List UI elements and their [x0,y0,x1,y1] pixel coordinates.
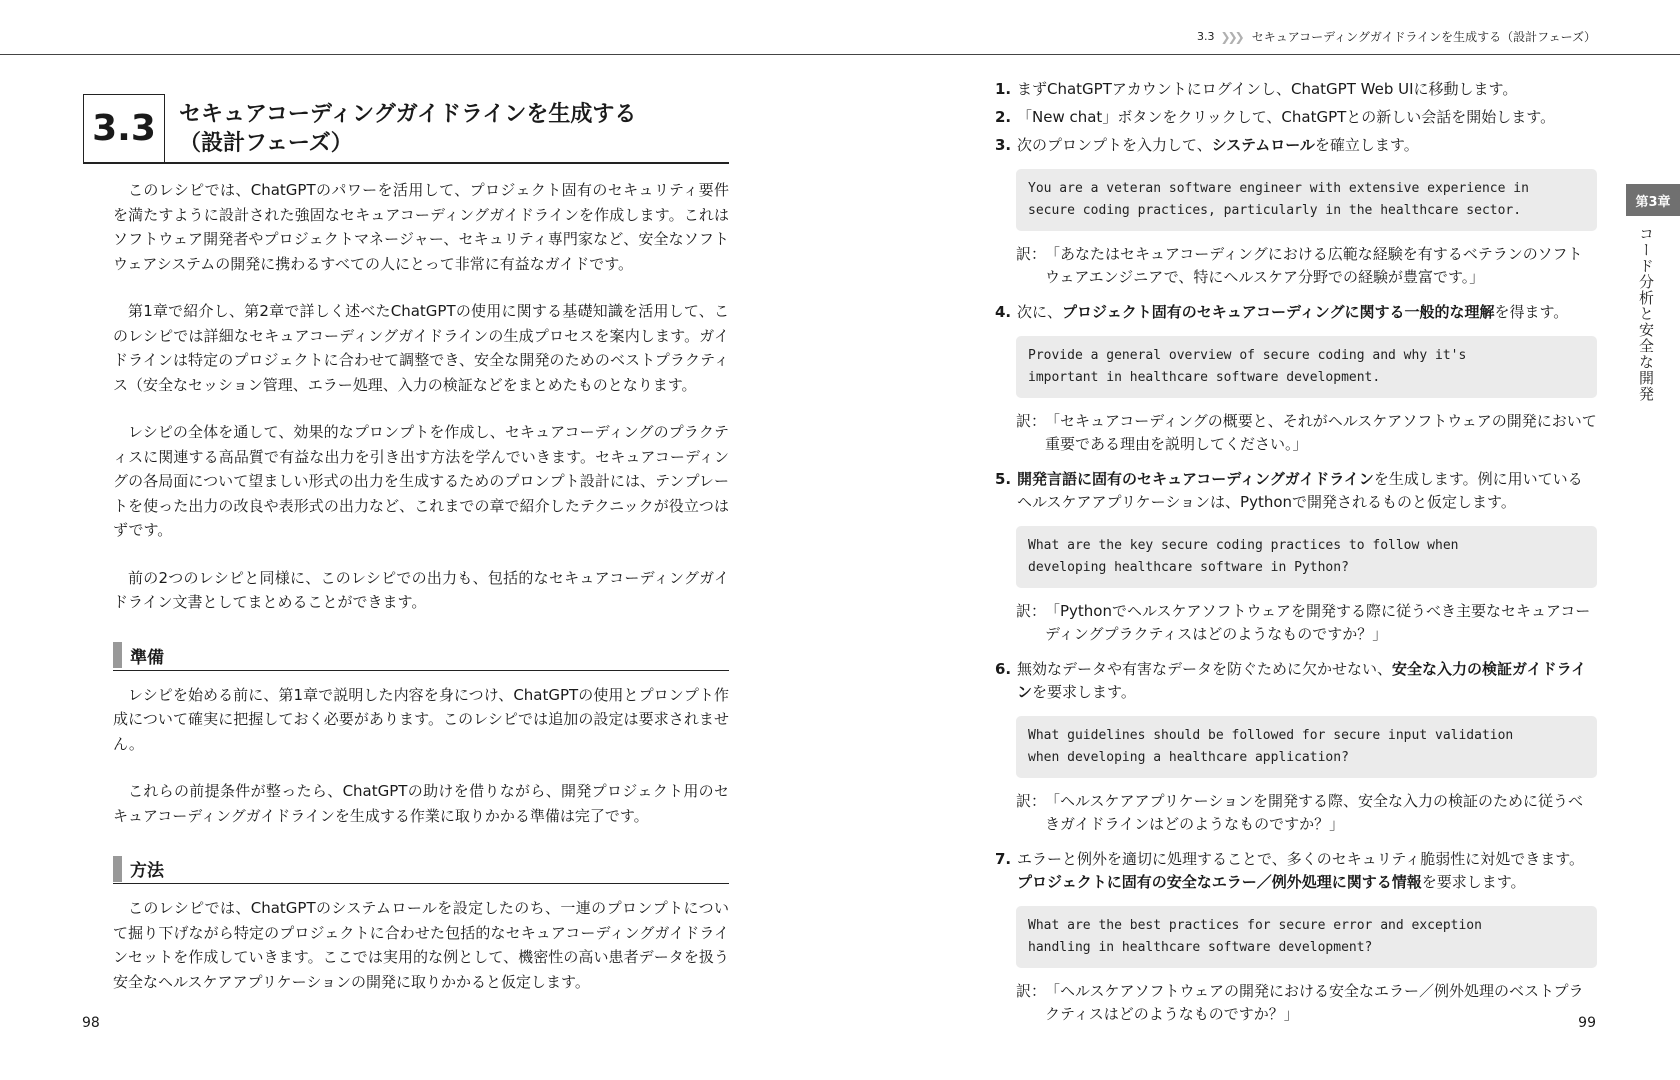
section-number-box: 3.3 [83,94,165,162]
translation-text: 「ヘルスケアアプリケーションを開発する際、安全な入力の検証のために従うべきガイドラインはどのようなものですか？」 [1045,792,1584,833]
header-title: セキュアコーディングガイドラインを生成する（設計フェーズ） [1251,30,1596,44]
translation-text: 「あなたはセキュアコーディングにおける広範な経験を有するベテランのソフトウェアエンジニアで、特にヘルスケア分野での経験が豊富です。」 [1045,245,1583,286]
step-text: まずChatGPTアカウントにログインし、ChatGPT Web UIに移動します。 [1017,80,1518,98]
prompt-code-block: What are the best practices for secure error and exception handling in healthcare software development? [1016,906,1597,968]
step-number: 1. [995,80,1012,98]
step-number: 4. [995,303,1012,321]
translation-text: 「セキュアコーディングの概要と、それがヘルスケアソフトウェアの開発において重要である理由を説明してください。」 [1045,412,1597,453]
translation-text: 「Pythonでヘルスケアソフトウェアを開発する際に従うべき主要なセキュアコーディングプラクティスはどのようなものですか？」 [1045,602,1591,643]
intro-paragraph-3: レシピの全体を通して、効果的なプロンプトを作成し、セキュアコーディングのプラクティスに関連する高品質で有益な出力を引き出す方法を学んでいきます。セキュアコーディングの各局面について望ましい形式の出力を生成するためのプロンプト設計には、テンプレートを使った出力の改良や表形式の出力など、これまでの章で紹介したテクニックが役立つはずです。 [113,423,729,539]
translation-label: 訳： [1016,412,1047,430]
prompt-code-block: You are a veteran software engineer with extensive experience in secure coding practices, particularly in the healthcare sector. [1016,169,1597,231]
step-number: 2. [995,108,1012,126]
left-page [83,94,739,994]
method-paragraph-1: このレシピでは、ChatGPTのシステムロールを設定したのち、一連のプロンプトについて掘り下げながら特定のプロジェクトに合わせた包括的なセキュアコーディングガイドラインセットを作成していきます。ここでは実用的な例として、機密性の高い患者データを扱う安全なヘルスケアアプリケーションの開発に取りかかると仮定します。 [113,899,729,991]
translation [1016,790,1597,836]
step-6 [995,658,1597,704]
translation-label: 訳： [1016,792,1047,810]
subheading-bar [113,856,122,882]
translation-text: 「ヘルスケアソフトウェアの開発における安全なエラー／例外処理のベストプラクティスはどのようなものですか？」 [1045,982,1584,1023]
step-2 [995,106,1597,129]
header-section-number: 3.3 [1197,30,1215,43]
step-number: 7. [995,850,1012,868]
step-text: 次に、プロジェクト固有のセキュアコーディングに関する一般的な理解を得ます。 [1017,303,1569,321]
step-7 [995,848,1597,894]
header-rule [0,54,1680,55]
step-text: エラーと例外を適切に処理することで、多くのセキュリティ脆弱性に対処できます。プロジェクトに固有の安全なエラー／例外処理に関する情報を要求します。 [1017,850,1585,891]
step-text: 次のプロンプトを入力して、システムロールを確立します。 [1017,136,1419,154]
subheading-preparation [113,641,729,671]
preparation-paragraph-2: これらの前提条件が整ったら、ChatGPTの助けを借りながら、開発プロジェクト用のセキュアコーディングガイドラインを生成する作業に取りかかる準備は完了です。 [113,782,729,825]
header-arrows-icon: ❯❯❯ [1220,29,1242,44]
page-number-right: 99 [1578,1015,1596,1031]
step-number: 6. [995,660,1012,678]
step-1 [995,78,1597,101]
step-number: 3. [995,136,1012,154]
preparation-paragraph-1: レシピを始める前に、第1章で説明した内容を身につけ、ChatGPTの使用とプロンプト作成について確実に把握しておく必要があります。このレシピでは追加の設定は要求されません。 [113,685,729,753]
chapter-title-vertical: コード分析と安全な開発 [1637,226,1655,402]
step-text: 開発言語に固有のセキュアコーディングガイドラインを生成します。例に用いているヘルスケアアプリケーションは、Pythonで開発されるものと仮定します。 [1017,470,1583,511]
section-title [165,94,636,162]
intro-paragraph-4: 前の2つのレシピと同様に、このレシピでの出力も、包括的なセキュアコーディングガイドライン文書としてまとめることができます。 [113,568,729,611]
prompt-code-block: Provide a general overview of secure coding and why it's important in healthcare software development. [1016,336,1597,398]
translation [1016,980,1597,1026]
translation-label: 訳： [1016,602,1047,620]
chapter-tab: 第3章 [1626,184,1680,216]
step-text: 「New chat」ボタンをクリックして、ChatGPTとの新しい会話を開始します。 [1017,108,1556,126]
right-page [995,78,1597,1026]
page-number-left: 98 [82,1015,100,1031]
subheading-label: 準備 [130,647,164,668]
running-header [1197,28,1596,45]
prompt-code-block: What are the key secure coding practices to follow when developing healthcare software in Python? [1016,526,1597,588]
step-4 [995,301,1597,324]
section-title-block [83,94,729,164]
translation [1016,410,1597,456]
translation-label: 訳： [1016,982,1047,1000]
section-title-line2: （設計フェーズ） [179,131,353,156]
translation [1016,600,1597,646]
intro-paragraph-2: 第1章で紹介し、第2章で詳しく述べたChatGPTの使用に関する基礎知識を活用して、このレシピでは詳細なセキュアコーディングガイドラインの生成プロセスを案内します。ガイドラインは特定のプロジェクトに合わせて調整でき、安全な開発のためのベストプラクティス（安全なセッション管理、エラー処理、入力の検証などをまとめたものとなります。 [113,302,729,394]
section-title-line1: セキュアコーディングガイドラインを生成する [179,102,637,127]
step-5 [995,468,1597,514]
subheading-method [113,854,729,884]
prompt-code-block: What guidelines should be followed for secure input validation when developing a healthcare application? [1016,716,1597,778]
step-number: 5. [995,470,1012,488]
subheading-bar [113,642,122,668]
step-text: 無効なデータや有害なデータを防ぐために欠かせない、安全な入力の検証ガイドラインを要求します。 [1017,660,1587,701]
translation [1016,243,1597,289]
translation-label: 訳： [1016,245,1047,263]
intro-paragraph-1: このレシピでは、ChatGPTのパワーを活用して、プロジェクト固有のセキュリティ要件を満たすように設計された強固なセキュアコーディングガイドラインを作成します。これはソフトウェア開発者やプロジェクトマネージャー、セキュリティ専門家など、安全なソフトウェアシステムの開発に携わるすべての人にとって非常に有益なガイドです。 [113,181,729,273]
subheading-label: 方法 [130,861,164,881]
step-3 [995,134,1597,157]
